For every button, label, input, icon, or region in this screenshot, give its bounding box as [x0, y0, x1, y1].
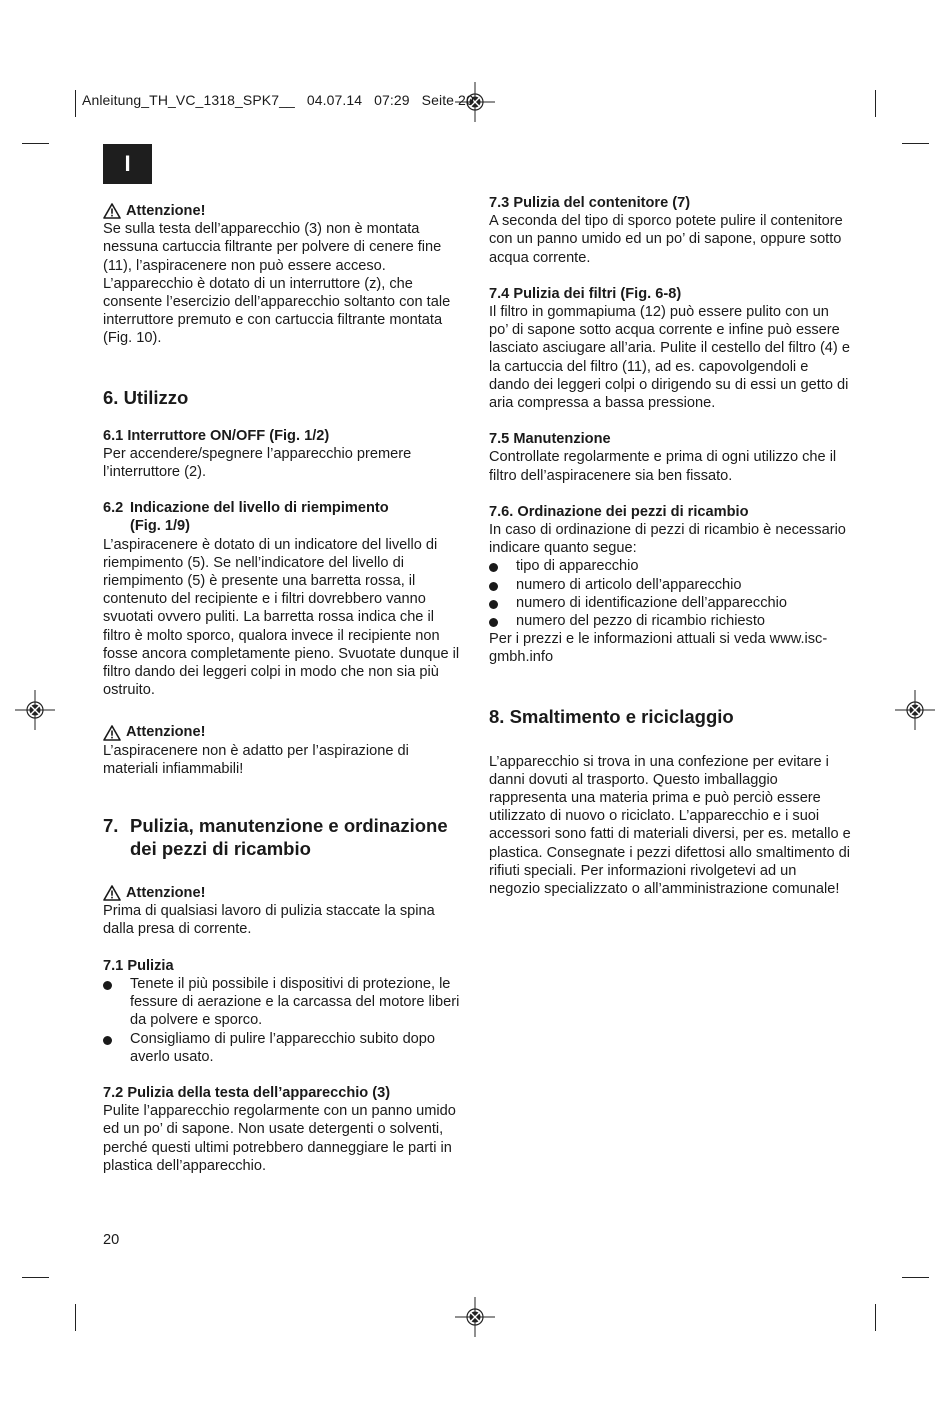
section-7-3-text: A seconda del tipo di sporco potete pulire il contenitore con un panno umido ed un po’ di sapone, oppure sotto acqua corrente. [489, 213, 843, 266]
section-7-6-intro: In caso di ordinazione di pezzi di ricambio è necessario indicare quanto segue: [489, 522, 846, 557]
list-item: numero di articolo dell’apparecchio [489, 576, 851, 594]
warning-heading [103, 202, 465, 220]
right-column [489, 194, 851, 898]
section-7-number: 7. [103, 815, 119, 837]
crop-mark-bottom-left-h [22, 1277, 49, 1278]
crop-mark-bottom-right-v [875, 1304, 876, 1331]
section-7-4-title: 7.4 Pulizia dei filtri (Fig. 6-8) [489, 285, 682, 302]
section-7-title-text: Pulizia, manutenzione e ordinazione dei pezzi di ricambio [130, 815, 448, 860]
warning-title: Attenzione! [126, 724, 206, 741]
warning-text: Se sulla testa dell’apparecchio (3) non è montata nessuna cartuccia filtrante per polvere di cenere fine (11), l’aspiracenere non può essere acceso. L’apparecchio è dotato di un interruttore (z), che consente l’esercizio dell’apparecchio soltanto con tale interruttore premuto e con cartuccia filtrante montata (Fig. 10). [103, 221, 451, 347]
crop-mark-top-left-h [22, 143, 49, 144]
section-7-4-text: Il filtro in gommapiuma (12) può essere pulito con un po’ di sapone sotto acqua corrente e infine può essere lasciato asciugare all’aria. Pulite il cestello del filtro (4) e la cartuccia del filtro (11), ad es. capovolgendoli e dando dei leggeri colpi o dirigendo su di essi un getto di aria compressa a bassa pressione. [489, 304, 850, 412]
section-7-6-outro: Per i prezzi e le informazioni attuali si veda www.isc-gmbh.info [489, 631, 828, 666]
section-7-title [103, 814, 465, 860]
language-tab-label: I [124, 151, 131, 176]
section-6-2-title-line2: (Fig. 1/9) [130, 518, 190, 535]
list-item: Tenete il più possibile i dispositivi di protezione, le fessure di aerazione e la carcassa del motore liberi da polvere e sporco. [103, 975, 465, 1030]
crop-mark-bottom-left-v [75, 1304, 76, 1331]
warning-text: L’aspiracenere non è adatto per l’aspirazione di materiali infiammabili! [103, 742, 409, 777]
registration-mark-icon [455, 1297, 495, 1337]
list-item: numero di identificazione dell’apparecchio [489, 594, 851, 612]
section-6-1-text: Per accendere/spegnere l’apparecchio premere l’interruttore (2). [103, 445, 412, 481]
language-tab [103, 144, 152, 184]
left-column [103, 202, 465, 1175]
section-6-2-title [103, 499, 465, 535]
section-6-2-title-line1: Indicazione del livello di riempimento [130, 500, 389, 517]
page-number: 20 [103, 1232, 120, 1248]
section-6-2-number: 6.2 [103, 500, 124, 517]
list-item: tipo di apparecchio [489, 557, 851, 575]
section-7-2-text: Pulite l’apparecchio regolarmente con un panno umido ed un po’ di sapone. Non usate detergenti o solventi, perché questi ultimi potrebbero danneggiare le parti in plastica dell’apparecchio. [103, 1103, 456, 1174]
section-6-title: 6. Utilizzo [103, 386, 189, 408]
section-7-5-title: 7.5 Manutenzione [489, 431, 611, 448]
list-item: Consigliamo di pulire l’apparecchio subito dopo averlo usato. [103, 1030, 465, 1066]
crop-mark-top-right-v [875, 90, 876, 117]
section-6-2-text: L’aspiracenere è dotato di un indicatore del livello di riempimento (5). Se nell’indicatore del livello di riempimento (5) è presente una barretta rossa, il contenuto del recipiente e i filtri dovrebbero vanno svuotati ovvero puliti. La barretta rossa indica che il filtro è molto sporco, qualora invece il recipiente non fosse ancora completamente pieno. Svuotate dunque il filtro dando dei leggeri colpi in modo che non sia più ostruito. [103, 536, 460, 699]
warning-title: Attenzione! [126, 203, 206, 219]
section-7-1-list [103, 975, 465, 1066]
crop-mark-top-right-h [902, 143, 929, 144]
warning-triangle-icon [103, 725, 121, 741]
print-slug: Anleitung_TH_VC_1318_SPK7__ [82, 92, 295, 108]
warning-title: Attenzione! [126, 885, 206, 902]
section-7-2-title: 7.2 Pulizia della testa dell’apparecchio (3) [103, 1084, 391, 1101]
section-7-1-title: 7.1 Pulizia [103, 957, 174, 974]
list-item: numero del pezzo di ricambio richiesto [489, 612, 851, 630]
section-8-title: 8. Smaltimento e riciclaggio [489, 705, 734, 727]
section-7-6-list [489, 557, 851, 630]
section-7-6-title: 7.6. Ordinazione dei pezzi di ricambio [489, 503, 749, 520]
warning-triangle-icon [103, 885, 121, 901]
print-slug-header [82, 92, 474, 108]
warning-heading [103, 884, 465, 902]
print-time: 07:29 [374, 92, 410, 108]
warning-triangle-icon [103, 203, 121, 219]
section-7-5-text: Controllate regolarmente e prima di ogni utilizzo che il filtro dell’aspiracenere sia ben fissato. [489, 449, 837, 484]
crop-mark-bottom-right-h [902, 1277, 929, 1278]
registration-mark-icon [895, 690, 935, 730]
print-date: 04.07.14 [306, 92, 363, 108]
section-7-3-title: 7.3 Pulizia del contenitore (7) [489, 195, 691, 211]
warning-heading [103, 723, 465, 741]
warning-text: Prima di qualsiasi lavoro di pulizia staccate la spina dalla presa di corrente. [103, 903, 435, 938]
section-6-1-title: 6.1 Interruttore ON/OFF (Fig. 1/2) [103, 427, 330, 444]
print-page: Seite 20 [421, 92, 474, 108]
section-8-text: L’apparecchio si trova in una confezione per evitare i danni dovuti al trasporto. Questo imballaggio rappresenta una materia prima e può perciò essere utilizzato di nuovo o riciclato. L’apparecchio e i suoi accessori sono fatti di materiali diversi, per es. metallo e plastica. Consegnate i pezzi difettosi allo smaltimento di rifiuti speciali. Per informazioni rivolgetevi ad un negozio specializzato o all’amministrazione comunale! [489, 753, 851, 898]
crop-mark-top-left-v [75, 90, 76, 117]
registration-mark-icon [15, 690, 55, 730]
